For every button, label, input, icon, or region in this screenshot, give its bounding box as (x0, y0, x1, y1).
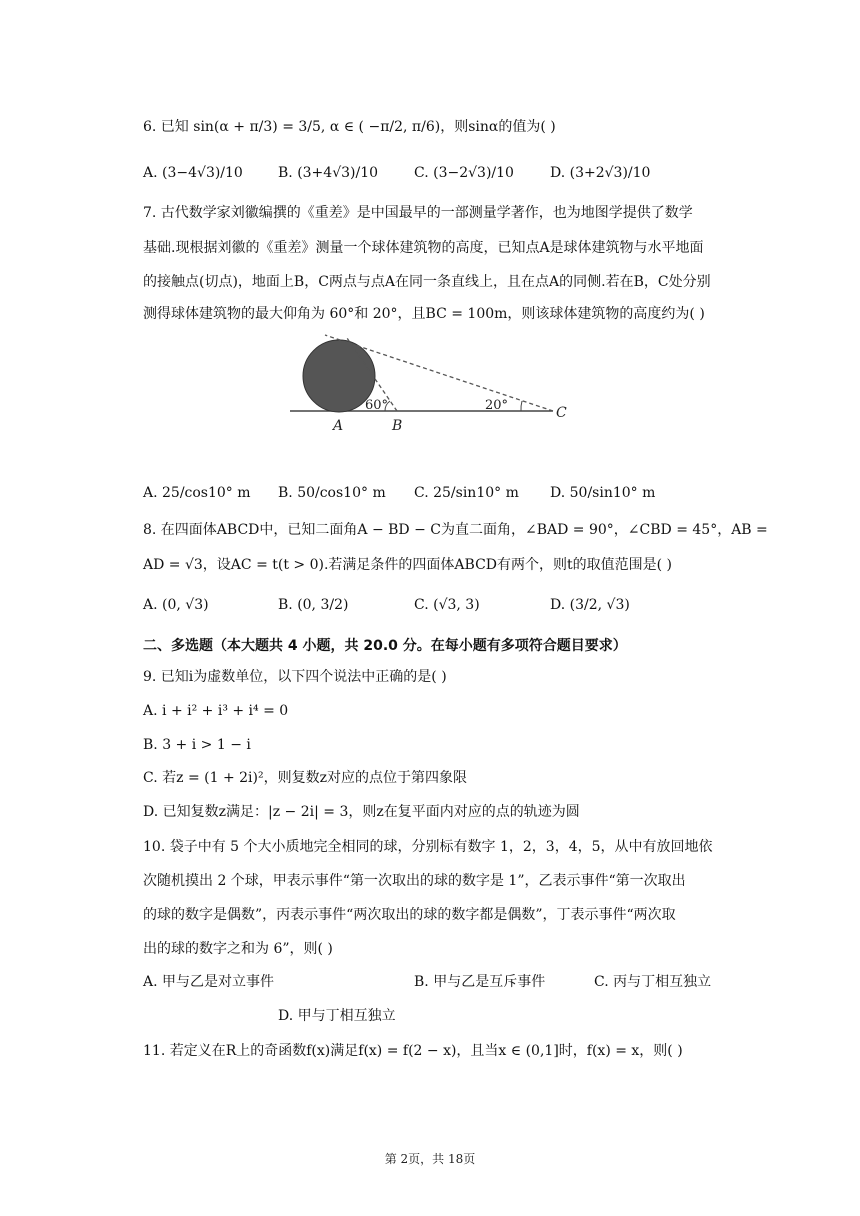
q11-stem: 11. 若定义在R上的奇函数f(x)满足f(x) = f(2 − x)，且当x ∈ (0,1]时，f(x) = x，则( ) (143, 1043, 683, 1059)
q7-line-3: 的接触点(切点)，地面上B，C两点与点A在同一条直线上，且在点A的同侧.若在B，C处分别 (143, 274, 711, 290)
q9-option-a: A. i + i² + i³ + i⁴ = 0 (143, 703, 289, 719)
q9-option-d: D. 已知复数z满足：|z − 2i| = 3，则z在复平面内对应的点的轨迹为圆 (143, 804, 580, 820)
q10-line-3: 的球的数字是偶数”，丙表示事件“两次取出的球的数字都是偶数”，丁表示事件“两次取 (143, 907, 676, 923)
label-point-b: B (392, 418, 403, 434)
q6-option-a: A. (3−4√3)/10 (143, 165, 243, 181)
q7-option-c: C. 25/sin10° m (414, 485, 519, 501)
q10-option-a: A. 甲与乙是对立事件 (143, 974, 275, 990)
q7-line-1: 7. 古代数学家刘徽编撰的《重差》是中国最早的一部测量学著作，也为地图学提供了数学 (143, 205, 693, 221)
q6-option-b: B. (3+4√3)/10 (278, 165, 379, 181)
q7-line-2: 基础.现根据刘徽的《重差》测量一个球体建筑物的高度，已知点A是球体建筑物与水平地面 (143, 240, 704, 256)
q8-option-b: B. (0, 3/2) (278, 597, 349, 613)
page-footer: 第 2页，共 18页 (384, 1152, 476, 1166)
q10-option-b: B. 甲与乙是互斥事件 (414, 974, 546, 990)
q7-option-b: B. 50/cos10° m (278, 485, 386, 501)
q8-line-1: 8. 在四面体ABCD中，已知二面角A − BD − C为直二面角，∠BAD = 90°，∠CBD = 45°，AB = (143, 522, 768, 538)
q7-figure (285, 333, 585, 438)
q10-option-c: C. 丙与丁相互独立 (594, 974, 712, 990)
q10-line-2: 次随机摸出 2 个球，甲表示事件“第一次取出的球的数字是 1”，乙表示事件“第一次取出 (143, 873, 686, 889)
q7-option-a: A. 25/cos10° m (143, 485, 251, 501)
label-angle-c: 20° (485, 398, 509, 413)
q8-line-2: AD = √3，设AC = t(t > 0).若满足条件的四面体ABCD有两个，则t的取值范围是( ) (143, 557, 673, 573)
q7-option-d: D. 50/sin10° m (550, 485, 656, 501)
angle-arc-c (521, 401, 522, 411)
label-point-a: A (333, 418, 344, 434)
q9-option-b: B. 3 + i > 1 − i (143, 737, 251, 753)
q10-option-d: D. 甲与丁相互独立 (278, 1008, 396, 1024)
q9-option-c: C. 若z = (1 + 2i)²，则复数z对应的点位于第四象限 (143, 770, 467, 786)
label-angle-b: 60° (365, 398, 389, 413)
q8-option-c: C. (√3, 3) (414, 597, 480, 613)
label-point-c: C (556, 405, 567, 421)
q9-stem: 9. 已知i为虚数单位，以下四个说法中正确的是( ) (143, 669, 447, 685)
q6-option-d: D. (3+2√3)/10 (550, 165, 651, 181)
q6-option-c: C. (3−2√3)/10 (414, 165, 514, 181)
section-heading-multi-choice: 二、多选题（本大题共 4 小题，共 20.0 分。在每小题有多项符合题目要求） (143, 638, 627, 654)
q8-option-a: A. (0, √3) (143, 597, 209, 613)
q10-line-1: 10. 袋子中有 5 个大小质地完全相同的球，分别标有数字 1，2，3，4，5，从中有放回地依 (143, 839, 713, 855)
q8-option-d: D. (3/2, √3) (550, 597, 630, 613)
q10-line-4: 出的球的数字之和为 6”，则( ) (143, 941, 333, 957)
q7-line-4: 测得球体建筑物的最大仰角为 60°和 20°，且BC = 100m，则该球体建筑物的高度约为( ) (143, 306, 705, 322)
q6-stem: 6. 已知 sin(α + π/3) = 3/5, α ∈ ( −π/2, π/6)，则sinα的值为( ) (143, 119, 556, 135)
